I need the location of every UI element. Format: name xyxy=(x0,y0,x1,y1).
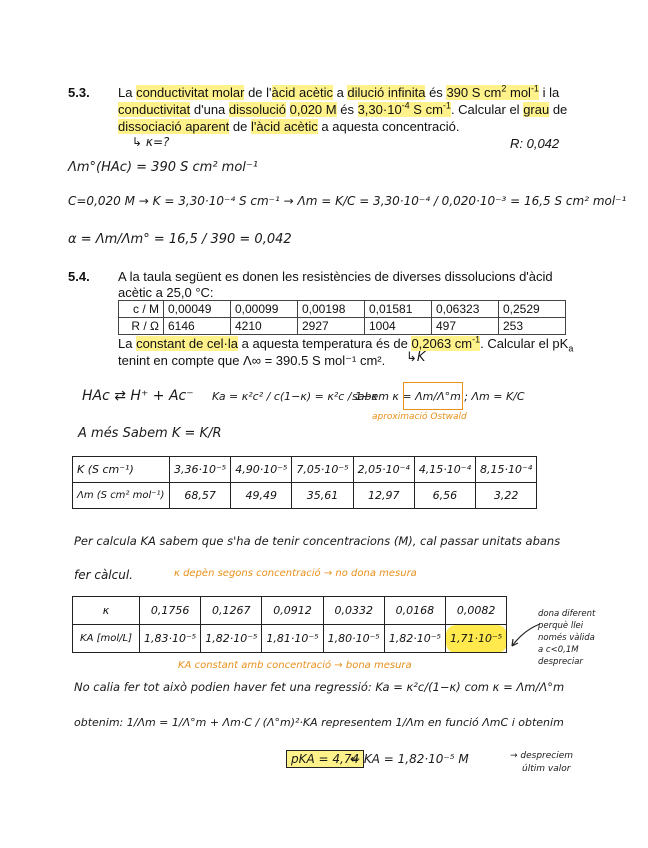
p53-line1: La conductivitat molar de l'àcid acètic a dilució infinita és 390 S $cm^2$ mol$^{-1}$ i la xyxy=(118,83,560,100)
hand-obtenim: obtenim: 1/Λm = 1/Λ°m + Λm·C / (Λ°m)²·KA representem 1/Λm en funció ΛmC i obtenim xyxy=(74,716,564,729)
table-cell: c / M xyxy=(119,301,164,318)
table-cell: 8,15·10⁻⁴ xyxy=(476,457,537,483)
hand-K-arrow: ↳K xyxy=(406,350,426,365)
hand-ka-constant-note: KA constant amb concentració → bona mesura xyxy=(178,660,412,671)
p53-line2: conductivitat d'una dissolució 0,020 M és $3,30\cdot 10^{-4}$ S $cm^{-1}$. Calcular el grau de xyxy=(118,100,568,117)
table-cell: 0,0912 xyxy=(262,597,323,625)
table-cell: 1,81·10⁻⁵ xyxy=(262,625,323,653)
table-cell: 1004 xyxy=(365,318,432,335)
hand-per-calcula: Per calcula KA sabem que s'ha de tenir concentracions (M), cal passar unitats abans xyxy=(74,534,561,548)
hand-conductivity-table xyxy=(72,456,537,509)
resistance-table xyxy=(118,300,566,335)
table-cell: 0,0168 xyxy=(384,597,445,625)
table-cell: κ xyxy=(73,597,140,625)
hand-no-calia: No calia fer tot això podien haver fet una regressió: Ka = κ²c/(1−κ) com κ = Λm/Λ°m xyxy=(74,680,565,694)
table-cell: 0,00049 xyxy=(164,301,231,318)
table-cell: 1,80·10⁻⁵ xyxy=(323,625,384,653)
hand-limiting-molar-conductivity: Λm°(HAc) = 390 S cm² mol⁻¹ xyxy=(68,160,258,175)
hand-fer-calcul: fer càlcul. xyxy=(74,568,133,582)
hand-kappa-question: ↳ κ=? xyxy=(132,135,170,149)
p54-line4: tenint en compte que Λ∞ = 390.5 S mol⁻¹ cm². xyxy=(118,353,386,368)
table-cell: 7,05·10⁻⁵ xyxy=(292,457,353,483)
hand-molar-conductivity-calc: C=0,020 M → K = 3,30·10⁻⁴ S cm⁻¹ → Λm = K/C = 3,30·10⁻⁴ / 0,020·10⁻³ = 16,5 S cm² mol⁻¹ xyxy=(68,194,627,208)
table-cell: 68,57 xyxy=(170,483,231,509)
table-cell: 1,71·10⁻⁵ xyxy=(446,625,507,653)
table-cell: 3,22 xyxy=(476,483,537,509)
table-cell: K (S cm⁻¹) xyxy=(73,457,170,483)
table-cell: R / Ω xyxy=(119,318,164,335)
table-cell: KA [mol/L] xyxy=(73,625,140,653)
table-cell: 0,0332 xyxy=(323,597,384,625)
table-row xyxy=(73,625,507,653)
side-note-arrow xyxy=(506,620,542,650)
hand-side-note: dona diferent perquè llei només vàlida a c<0,1M despreciar xyxy=(538,609,596,667)
table-cell: 1,83·10⁻⁵ xyxy=(140,625,201,653)
table-cell: 0,0082 xyxy=(446,597,507,625)
hand-ka-table xyxy=(72,596,507,653)
table-cell: 4,90·10⁻⁵ xyxy=(231,457,292,483)
table-cell: 0,1267 xyxy=(201,597,262,625)
table-cell: 3,36·10⁻⁵ xyxy=(170,457,231,483)
table-cell: 0,1756 xyxy=(140,597,201,625)
table-cell: 0,2529 xyxy=(499,301,566,318)
table-row xyxy=(73,483,537,509)
table-cell: 6146 xyxy=(164,318,231,335)
table-cell: 0,01581 xyxy=(365,301,432,318)
p53-line3: dissociació aparent de l'àcid acètic a aquesta concentració. xyxy=(118,119,460,134)
problem-number-5-4: 5.4. xyxy=(68,269,90,284)
table-cell: 12,97 xyxy=(353,483,414,509)
p54-line2: acètic a 25,0 °C: xyxy=(118,285,214,300)
problem-number-5-3: 5.3. xyxy=(68,85,90,100)
p54-line1: A la taula següent es donen les resistències de diverses dissolucions d'àcid xyxy=(118,269,553,284)
hand-alpha-calc: α = Λm/Λm° = 16,5 / 390 = 0,042 xyxy=(68,232,292,247)
hand-sabem: sabem κ = Λm/Λ°m ; Λm = K/C xyxy=(352,390,525,403)
table-row xyxy=(73,597,507,625)
table-row xyxy=(73,457,537,483)
table-cell: 2927 xyxy=(298,318,365,335)
answer-5-3: R: 0,042 xyxy=(510,136,560,151)
hand-ka-final: ← KA = 1,82·10⁻⁵ M xyxy=(350,752,469,766)
table-cell: 253 xyxy=(499,318,566,335)
table-cell: 0,06323 xyxy=(432,301,499,318)
table-cell: 497 xyxy=(432,318,499,335)
table-cell: 1,82·10⁻⁵ xyxy=(201,625,262,653)
table-cell: 35,61 xyxy=(292,483,353,509)
table-cell: Λm (S cm² mol⁻¹) xyxy=(73,483,170,509)
hand-kappa-note: κ depèn segons concentració → no dona mesura xyxy=(174,568,417,579)
ostwald-box xyxy=(403,382,463,410)
table-cell: 4210 xyxy=(231,318,298,335)
table-cell: 6,56 xyxy=(414,483,475,509)
hand-ames-sabem: A més Sabem K = K/R xyxy=(78,426,222,441)
table-cell: 2,05·10⁻⁴ xyxy=(353,457,414,483)
table-cell: 4,15·10⁻⁴ xyxy=(414,457,475,483)
hand-dissociation-equation: HAc ⇄ H⁺ + Ac⁻ xyxy=(82,388,194,404)
p54-line3: La constant de cel·la a aquesta temperatura és de 0,2063 $cm^{-1}$. Calcular el $pK_a$ xyxy=(118,334,574,354)
hand-pka-result: pKA = 4,74 xyxy=(286,750,364,768)
table-cell: 0,00198 xyxy=(298,301,365,318)
table-row xyxy=(119,318,566,335)
hand-ostwald-note: aproximació Ostwald xyxy=(372,412,467,422)
hand-desprec-note: → despreciem últim valor xyxy=(510,751,574,774)
table-cell: 49,49 xyxy=(231,483,292,509)
hand-ka-expression: Ka = κ²c² / c(1−κ) = κ²c / 1−κ xyxy=(212,390,378,403)
table-row xyxy=(119,301,566,318)
table-cell: 0,00099 xyxy=(231,301,298,318)
table-cell: 1,82·10⁻⁵ xyxy=(384,625,445,653)
